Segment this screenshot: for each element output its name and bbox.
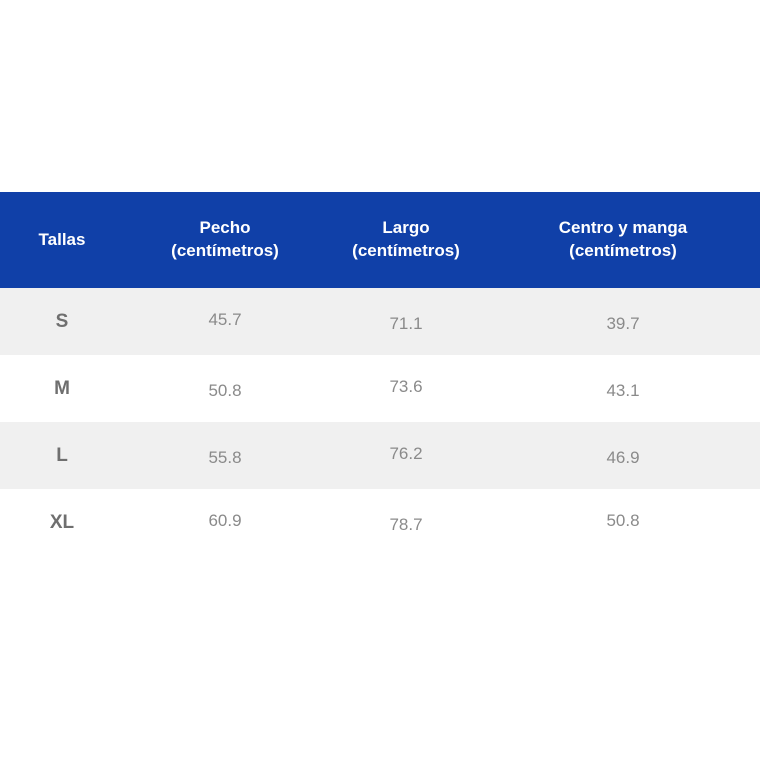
column-header-centro-y-manga	[486, 192, 760, 288]
cell-pecho: 50.8	[124, 355, 326, 422]
cell-pecho: 55.8	[124, 422, 326, 489]
table-body	[0, 288, 760, 556]
cell-centro-y-manga: 43.1	[486, 355, 760, 422]
cell-largo: 73.6	[326, 355, 486, 422]
cell-largo: 71.1	[326, 288, 486, 355]
column-header-centro-y-manga-unit: (centímetros)	[569, 241, 677, 260]
table-row	[0, 288, 760, 355]
cell-largo: 78.7	[326, 489, 486, 556]
cell-size: S	[0, 288, 124, 355]
cell-centro-y-manga: 50.8	[486, 489, 760, 556]
column-header-largo	[326, 192, 486, 288]
column-header-pecho-unit: (centímetros)	[171, 241, 279, 260]
cell-centro-y-manga: 39.7	[486, 288, 760, 355]
column-header-tallas	[0, 192, 124, 288]
size-chart-table	[0, 192, 760, 556]
column-header-pecho	[124, 192, 326, 288]
cell-size: M	[0, 355, 124, 422]
column-header-pecho-label: Pecho	[199, 218, 251, 238]
cell-pecho: 60.9	[124, 489, 326, 556]
cell-pecho: 45.7	[124, 288, 326, 355]
table-row	[0, 422, 760, 489]
column-header-tallas-label: Tallas	[38, 229, 86, 249]
table-header-row	[0, 192, 760, 288]
table-row	[0, 489, 760, 556]
column-header-largo-label: Largo	[382, 218, 430, 238]
column-header-largo-unit: (centímetros)	[352, 241, 460, 260]
cell-largo: 76.2	[326, 422, 486, 489]
table-row	[0, 355, 760, 422]
cell-size: L	[0, 422, 124, 489]
column-header-centro-y-manga-label: Centro y manga	[558, 218, 688, 238]
cell-size: XL	[0, 489, 124, 556]
cell-centro-y-manga: 46.9	[486, 422, 760, 489]
table-header	[0, 192, 760, 288]
